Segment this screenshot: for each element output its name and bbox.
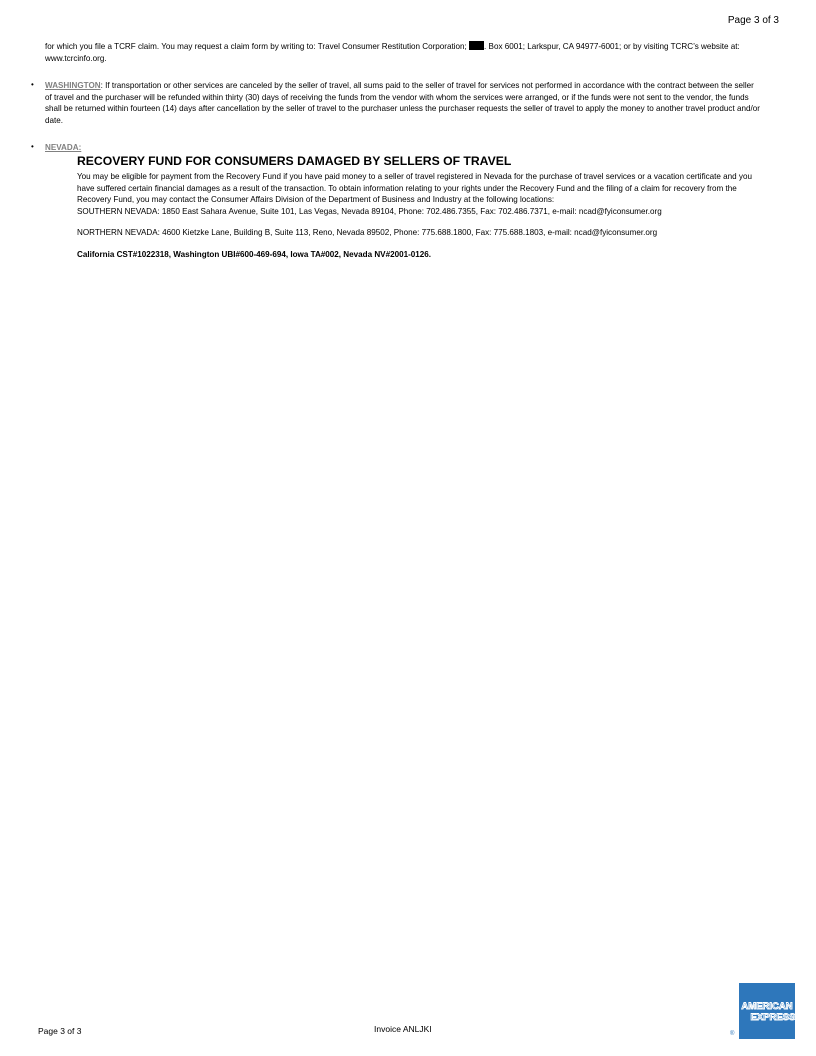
redaction-box (469, 41, 484, 50)
recovery-fund-body: You may be eligible for payment from the Recovery Fund if you have paid money to a seller of travel registered in Nevada for the purchase of travel services or a vacation certificate and you have suffered certain financial damages as a result of the transaction. To obtain information relating to your rights under the Recovery Fund and the filing of a claim for recovery from the Recovery Fund, you may contact the Consumer Affairs Division of the Department of Business and Industry at the following locations: (77, 172, 752, 204)
washington-label: WASHINGTON (45, 81, 101, 90)
american-express-logo (739, 983, 795, 1039)
recovery-fund-heading: RECOVERY FUND FOR CONSUMERS DAMAGED BY SELLERS OF TRAVEL (77, 154, 512, 168)
footer-page-number: Page 3 of 3 (38, 1026, 82, 1036)
washington-paragraph (45, 80, 760, 126)
registered-mark: ® (730, 1031, 735, 1037)
footer-invoice: Invoice ANLJKI (374, 1024, 432, 1034)
tcrf-paragraph (45, 41, 760, 64)
american-express-logo-graphic (739, 983, 795, 1039)
northern-nevada-contact: NORTHERN NEVADA: 4600 Kietzke Lane, Building B, Suite 113, Reno, Nevada 89502, Phone: 775.688.1800, Fax: 775.688.1803, e-mail: ncad@fyiconsumer.org (77, 228, 658, 237)
southern-nevada-contact: SOUTHERN NEVADA: 1850 East Sahara Avenue, Suite 101, Las Vegas, Nevada 89104, Phone: 702.486.7355, Fax: 702.486.7371, e-mail: ncad@fyiconsumer.org (77, 206, 662, 216)
bullet-nevada: • (31, 142, 34, 151)
tcrf-text-post: . Box 6001; Larkspur, CA 94977-6001; or by visiting TCRC’s website at: www.tcrcinfo.org. (45, 42, 740, 63)
washington-text: : If transportation or other services are canceled by the seller of travel, all sums paid to the seller of travel for services not performed in accordance with the contract between the seller of travel and the purchaser will be refunded within thirty (30) days of receiving the funds from the vendor with whom the services were arranged, or if the funds were not sent to the vendor, the funds shall be returned within fourteen (14) days after cancellation by the seller of travel to the purchaser unless the purchaser requests the seller of travel to apply the money to another travel product and/or date. (45, 81, 760, 125)
license-numbers: California CST#1022318, Washington UBI#600-469-694, Iowa TA#002, Nevada NV#2001-0126. (77, 249, 432, 259)
logo-text-american: AMERICAN (741, 1001, 793, 1012)
bullet-washington: • (31, 80, 34, 89)
page-number-top: Page 3 of 3 (727, 15, 779, 26)
recovery-fund-section (77, 154, 757, 260)
tcrf-text-pre: for which you file a TCRF claim. You may request a claim form by writing to: Travel Consumer Restitution Corporation; (45, 42, 467, 51)
logo-text-express: EXPRESS (750, 1012, 795, 1023)
nevada-paragraph (45, 142, 81, 154)
nevada-label: NEVADA: (45, 143, 82, 152)
